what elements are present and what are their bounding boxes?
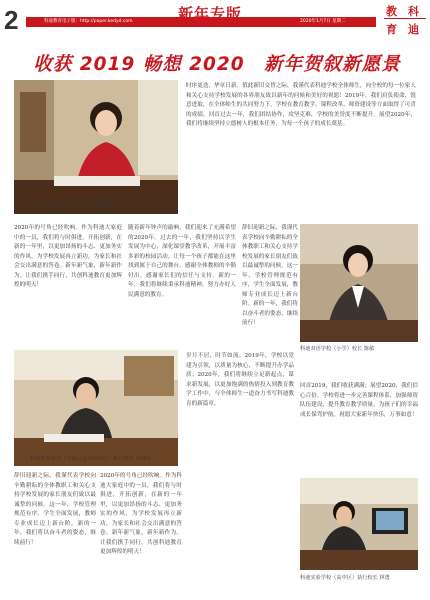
article-7: 辞旧迎新之际，我谨代表学校向辛勤耕耘的全体教职工和关心支持学校发展的家长朋友们致以最诚挚的问候。这一年，学校管理规范有序，学生全面发展，教师专业成长迈上新台阶。新的一年，我们将以奋斗者的姿态，继续前行！ xyxy=(14,473,96,546)
section-title: 新年专版 xyxy=(178,5,243,23)
principal-photo-2 xyxy=(300,224,418,342)
caption-2: 科迪双语学校（小学）校长 陈敏 xyxy=(300,346,375,352)
page-number: 2 xyxy=(4,5,19,35)
article-3: 随着新年钟声的敲响，我们迎来了充满希望的2020年。过去的一年，我们坚持以学生发展为中心，深化课堂教学改革，开展丰富多彩的校园活动，让每一个孩子都能在这里找到属于自己的舞台。感谢全体教师的辛勤付出，感谢家长们的信任与支持。新的一年，我们将继续秉承科迪精神，努力办好人民满意的教育。 xyxy=(128,225,236,298)
article-5-end xyxy=(300,353,418,379)
article-1: 时序更迭，华章日新。值此新旧交替之际，我谨代表科迪学校全体师生，向全校的每一位家人和关心支持学校发展的各界朋友致以新年的问候和美好的祝愿！2019年，我们肩负使命、锐意进取，在全体师生的共同努力下，学校在教育教学、课程改革、师资建设等方面取得了可喜的成绩。回首过去一年，我们团结协作，攻坚克难，学校的美誉度不断提升。展望2020年，我们将继续坚持立德树人的根本任务，为每一个孩子的成长奠基。 xyxy=(186,83,416,127)
principal-photo-4 xyxy=(300,478,418,570)
logo-char: 教 xyxy=(386,5,397,18)
logo-char: 育 xyxy=(386,23,397,36)
header-site: 科迪教育电子版：http://paper.kedyd.com xyxy=(44,19,133,24)
article-3b: 辞旧迎新之际，我谨代表学校向辛勤耕耘的全体教职工和关心支持学校发展的家长朋友们致以最诚挚的问候。这一年，学校管理规范有序，学生全面发展，教师专业成长迈上新台阶。新的一年，我们将以奋斗者的姿态，继续前行！ xyxy=(242,225,298,326)
caption-1: 郑州市科迪学校（校长）刘 晓丽 xyxy=(38,204,113,210)
article-4: 岁月不居，时节如流。2019年，学校以党建为引领，以质量为核心，不断提升办学品质；2020年，我们将继续立足新起点，谋求新发展，以更加饱满的热情投入到教育教学工作中，与全体师生一道奋力书写科迪教育的新篇章。 xyxy=(186,353,294,407)
page-header xyxy=(0,0,430,40)
header-date: 2020年1月7日 星期二 xyxy=(300,19,346,24)
masthead-logo xyxy=(380,2,428,36)
logo-char: 科 xyxy=(408,5,419,18)
caption-3: 科迪实验小学（中原区金水路校区）执行校长 刘春风 xyxy=(30,456,151,462)
article-6: 回首2019，我们收获满满；展望2020，我们信心百倍。学校将进一步完善课程体系，加强师资队伍建设，提升教育教学质量，为孩子们的幸福成长保驾护航。祝愿大家新年快乐，万事如意！ xyxy=(300,383,418,418)
caption-4: 科迪实验学校（高中区）执行校长 林勇 xyxy=(300,575,390,581)
principal-photo-3 xyxy=(14,350,178,466)
article-2: 2020年的号角已经吹响。作为科迪大家庭中的一员，我们将与时俱进，开拓创新，在新的一年里，以更加昂扬的斗志、更加务实的作风，为学校发展再立新功，为家长和社会交出满意的答卷。新年新气象，新年新作为。让我们携手同行，共创科迪教育更加辉煌的明天！ xyxy=(14,225,122,288)
logo-char: 迪 xyxy=(408,23,419,36)
principal-photo-1 xyxy=(14,80,178,214)
headline: 收获 2019 畅想 2020 新年贺叙新愿景 xyxy=(33,54,401,75)
article-8: 2020年的号角已经吹响。作为科迪大家庭中的一员，我们将与时俱进，开拓创新，在新的一年里，以更加昂扬的斗志、更加务实的作风，为学校发展再立新功，为家长和社会交出满意的答卷。新年新气象，新年新作为。让我们携手同行，共创科迪教育更加辉煌的明天！ xyxy=(100,473,182,555)
